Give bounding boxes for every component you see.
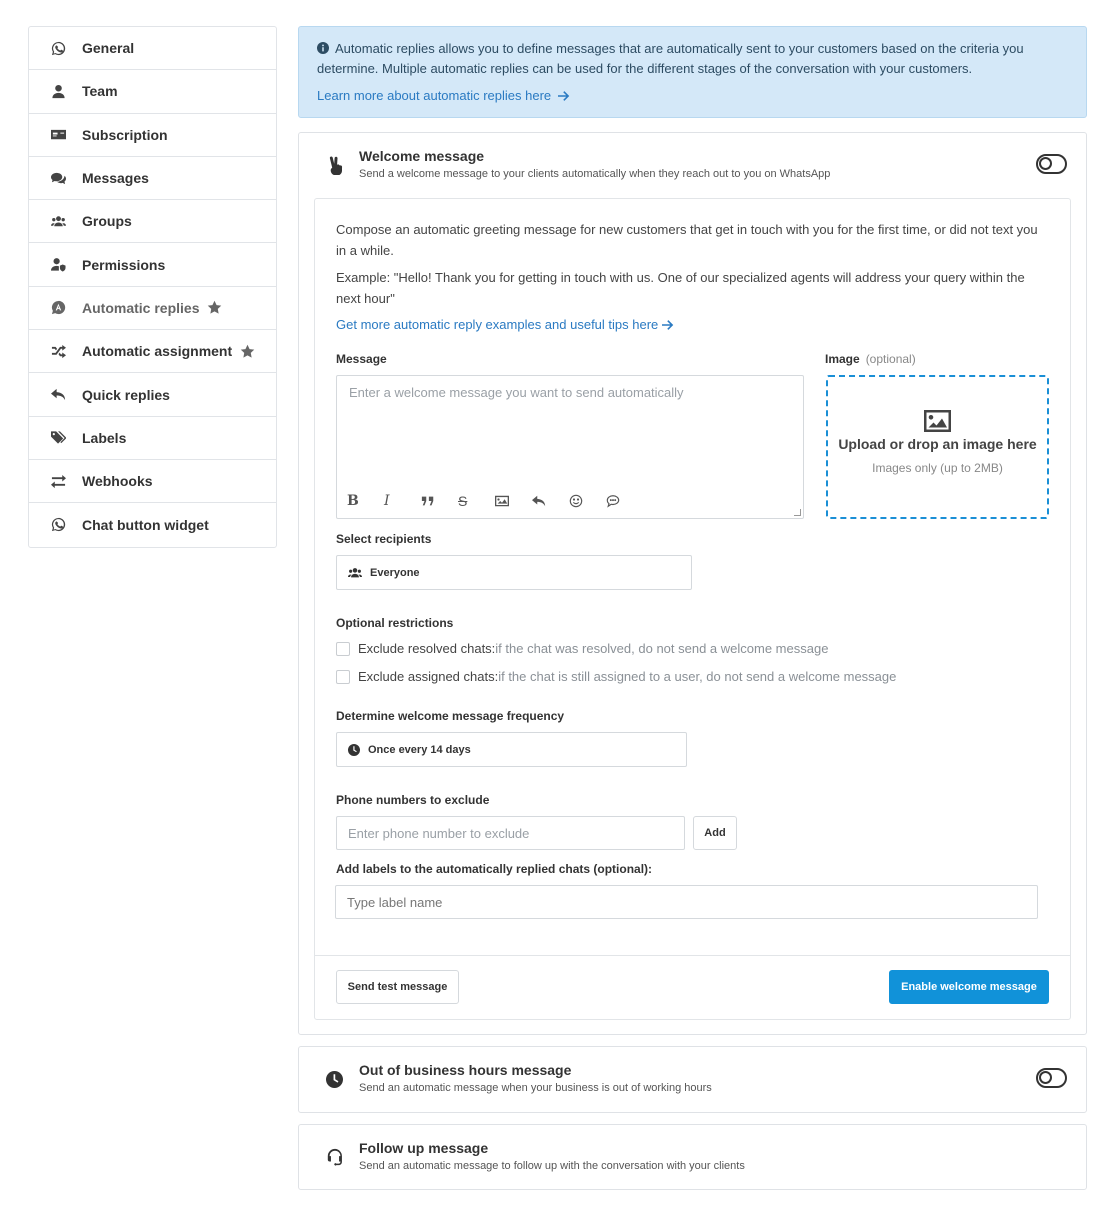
quote-icon[interactable] <box>421 492 458 510</box>
whatsapp-icon <box>49 516 67 534</box>
sidebar-item-label: Messages <box>82 170 149 187</box>
tags-icon <box>49 429 67 447</box>
example-text: Example: "Hello! Thank you for getting in touch with us. One of our specialized agents will address your query within the next hour" <box>336 270 1025 306</box>
headset-icon <box>326 1148 346 1168</box>
out-of-hours-toggle[interactable] <box>1036 1068 1067 1088</box>
emoji-icon[interactable] <box>569 492 606 510</box>
welcome-form-panel <box>314 198 1071 1020</box>
sidebar-item-automatic-replies[interactable] <box>29 287 276 330</box>
welcome-card-subtitle: Send a welcome message to your clients automatically when they reach out to you on WhatsApp <box>359 168 831 180</box>
learn-more-label: Learn more about automatic replies here <box>317 88 552 103</box>
phone-exclude-input[interactable] <box>336 816 685 850</box>
exclude-assigned-row[interactable] <box>336 669 896 684</box>
form-footer-divider <box>315 955 1070 956</box>
exchange-icon <box>49 472 67 490</box>
sidebar-item-automatic-assignment[interactable] <box>29 330 276 373</box>
image-icon <box>924 410 951 432</box>
arrow-right-icon <box>662 319 674 331</box>
intro-text: Compose an automatic greeting message for new customers that get in touch with you for the first time, or did not text you in a while. <box>336 222 1038 258</box>
tips-link[interactable] <box>336 317 674 332</box>
italic-icon[interactable]: I <box>384 493 390 509</box>
sidebar-item-team[interactable] <box>29 70 276 113</box>
image-dropzone[interactable] <box>826 375 1049 519</box>
phone-exclude-placeholder: Enter phone number to exclude <box>348 825 530 841</box>
tips-link-label: Get more automatic reply examples and useful tips here <box>336 317 659 332</box>
image-icon[interactable] <box>495 492 532 510</box>
exclude-assigned-label: Exclude assigned chats: <box>358 669 499 684</box>
shuffle-icon <box>49 342 67 360</box>
sidebar-item-webhooks[interactable] <box>29 460 276 503</box>
star-icon <box>207 300 222 315</box>
image-optional-text: (optional) <box>865 352 916 366</box>
sidebar-item-groups[interactable] <box>29 200 276 243</box>
sidebar-item-subscription[interactable] <box>29 114 276 157</box>
sidebar-item-general[interactable] <box>29 27 276 70</box>
sidebar-item-label: Chat button widget <box>82 516 209 533</box>
user-shield-icon <box>49 256 67 274</box>
follow-up-header[interactable] <box>299 1125 1086 1189</box>
sidebar-item-labels[interactable] <box>29 417 276 460</box>
sidebar-item-label: Permissions <box>82 256 166 273</box>
out-of-hours-card[interactable] <box>298 1046 1087 1113</box>
settings-sidebar <box>28 26 277 548</box>
welcome-card-title: Welcome message <box>359 148 485 164</box>
sidebar-item-label: Automatic replies <box>82 299 200 316</box>
upload-title: Upload or drop an image here <box>838 436 1037 452</box>
sidebar-item-label: Quick replies <box>82 386 170 403</box>
exclude-resolved-hint: if the chat was resolved, do not send a welcome message <box>495 641 829 656</box>
user-icon <box>49 82 67 100</box>
hand-peace-icon <box>326 155 346 175</box>
labels-label: Add labels to the automatically replied chats (optional): <box>336 862 653 876</box>
reply-icon <box>49 386 67 404</box>
sidebar-item-label: Subscription <box>82 126 168 143</box>
info-text: Automatic replies allows you to define messages that are automatically sent to your customers based on the criteria you determine. Multiple automatic replies can be used for the different stages of the conversation with your customers. <box>317 41 1024 76</box>
welcome-card-header[interactable] <box>299 133 1086 197</box>
label-name-placeholder: Type label name <box>347 894 443 910</box>
info-banner <box>298 26 1087 118</box>
exclude-assigned-hint: if the chat is still assigned to a user, do not send a welcome message <box>498 669 897 684</box>
arrow-right-icon <box>558 90 570 102</box>
exclude-assigned-checkbox[interactable] <box>336 670 350 684</box>
exclude-resolved-checkbox[interactable] <box>336 642 350 656</box>
sidebar-item-label: General <box>82 40 135 57</box>
comment-icon[interactable] <box>606 492 643 510</box>
message-textarea[interactable] <box>336 375 804 519</box>
sidebar-item-label: Labels <box>82 429 127 446</box>
out-of-hours-subtitle: Send an automatic message when your business is out of working hours <box>359 1082 712 1094</box>
sidebar-item-label: Team <box>82 83 118 100</box>
follow-up-card[interactable] <box>298 1124 1087 1190</box>
image-label <box>825 352 916 366</box>
label-name-input[interactable] <box>335 885 1038 919</box>
star-icon <box>240 344 255 359</box>
enable-welcome-message-button[interactable]: Enable welcome message <box>889 970 1049 1004</box>
follow-up-subtitle: Send an automatic message to follow up with the conversation with your clients <box>359 1160 745 1172</box>
recipients-label: Select recipients <box>336 532 432 546</box>
clock-icon <box>348 744 360 756</box>
follow-up-title: Follow up message <box>359 1140 489 1156</box>
info-text-row <box>317 39 1068 79</box>
learn-more-link[interactable] <box>317 86 570 106</box>
recipients-value: Everyone <box>370 566 420 579</box>
comments-icon <box>49 169 67 187</box>
info-icon <box>317 40 329 52</box>
clock-icon <box>326 1071 346 1091</box>
sidebar-item-permissions[interactable] <box>29 243 276 286</box>
sidebar-item-label: Automatic assignment <box>82 343 233 360</box>
frequency-value: Once every 14 days <box>368 743 471 756</box>
exclude-resolved-label: Exclude resolved chats: <box>358 641 496 656</box>
exclude-resolved-row[interactable] <box>336 641 828 656</box>
sidebar-item-label: Webhooks <box>82 473 153 490</box>
robot-icon <box>49 299 67 317</box>
frequency-select[interactable] <box>336 732 687 767</box>
welcome-intro <box>336 219 1051 315</box>
upload-subtitle: Images only (up to 2MB) <box>872 461 1003 475</box>
frequency-label: Determine welcome message frequency <box>336 709 565 723</box>
phone-exclude-label: Phone numbers to exclude <box>336 793 490 807</box>
sidebar-item-messages[interactable] <box>29 157 276 200</box>
out-of-hours-header[interactable] <box>299 1047 1086 1111</box>
whatsapp-icon <box>49 39 67 57</box>
sidebar-item-label: Groups <box>82 213 132 230</box>
recipients-select[interactable] <box>336 555 692 590</box>
message-placeholder: Enter a welcome message you want to send automatically <box>349 385 684 400</box>
users-icon <box>348 566 362 580</box>
add-phone-button[interactable]: Add <box>693 816 737 850</box>
restrictions-label: Optional restrictions <box>336 616 454 630</box>
welcome-toggle[interactable] <box>1036 154 1067 174</box>
strikethrough-icon[interactable]: S <box>458 493 468 509</box>
message-label: Message <box>336 352 387 366</box>
out-of-hours-title: Out of business hours message <box>359 1062 572 1078</box>
editor-toolbar <box>347 492 643 510</box>
image-label-text: Image <box>825 352 860 366</box>
card-icon <box>49 126 67 144</box>
send-test-message-button[interactable]: Send test message <box>336 970 459 1004</box>
users-icon <box>49 212 67 230</box>
sidebar-item-quick-replies[interactable] <box>29 373 276 416</box>
welcome-message-card <box>298 132 1087 1035</box>
sidebar-item-chat-button-widget[interactable] <box>29 503 276 546</box>
bold-icon[interactable]: B <box>347 493 359 509</box>
resize-handle[interactable] <box>794 509 801 516</box>
reply-icon[interactable] <box>532 492 569 510</box>
